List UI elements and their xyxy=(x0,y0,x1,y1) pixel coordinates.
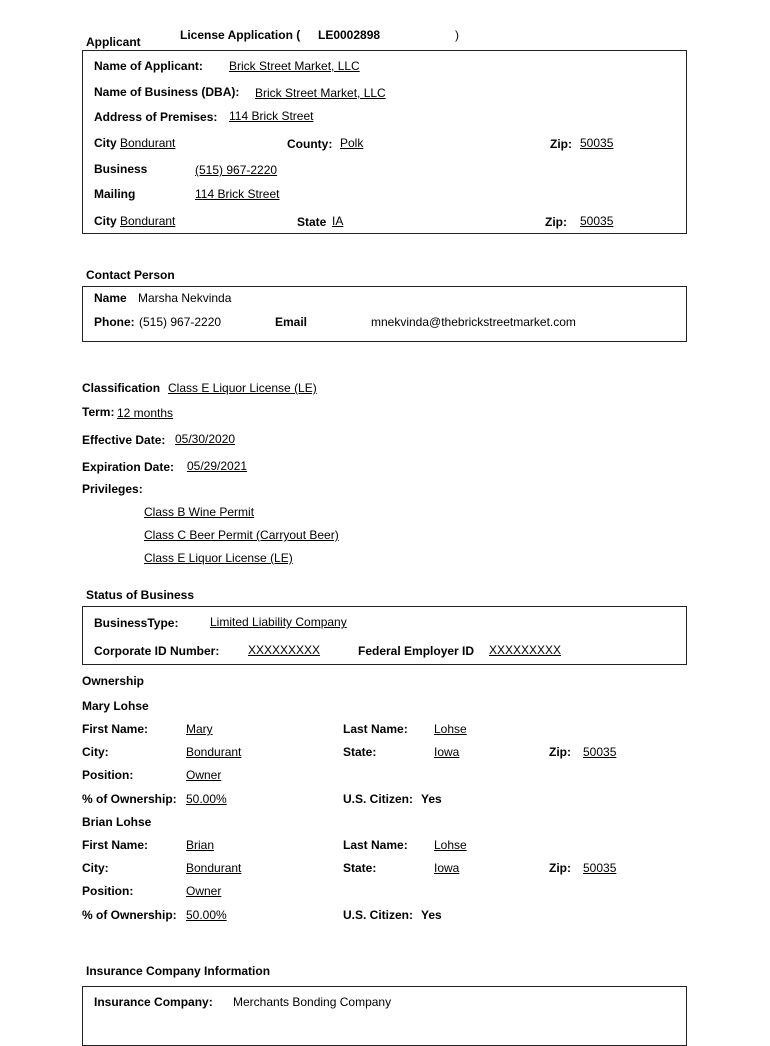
state-label: State xyxy=(297,215,327,229)
classification-label: Classification xyxy=(82,381,161,395)
applicant-name-label: Name of Applicant: xyxy=(94,59,203,73)
owner-zip-label: Zip: xyxy=(549,861,571,875)
applicant-section-title: Applicant xyxy=(86,35,141,49)
insurance-company-label: Insurance Company: xyxy=(94,995,213,1009)
owner-city-label: City: xyxy=(82,861,109,875)
expiration-date-value: 05/29/2021 xyxy=(187,459,248,473)
owner-zip-value: 50035 xyxy=(583,861,617,875)
contact-section-title: Contact Person xyxy=(86,268,175,282)
owner-state-label: State: xyxy=(343,745,377,759)
effective-date-value: 05/30/2020 xyxy=(175,432,236,446)
mail-zip-value: 50035 xyxy=(580,214,614,228)
owner-first-name-label: First Name: xyxy=(82,722,149,736)
owner-last-name-value: Lohse xyxy=(434,838,467,852)
zip-label: Zip: xyxy=(550,137,572,151)
address-value: 114 Brick Street xyxy=(229,109,314,123)
fein-value: XXXXXXXXX xyxy=(489,643,562,657)
owner-position-label: Position: xyxy=(82,884,134,898)
owner-position-label: Position: xyxy=(82,768,134,782)
owner-city-value: Bondurant xyxy=(186,745,242,759)
city-label: City xyxy=(94,136,117,150)
owner-first-name-value: Brian xyxy=(186,838,215,852)
mail-city-value: Bondurant xyxy=(120,214,176,228)
owner-last-name-value: Lohse xyxy=(434,722,467,736)
privilege-item: Class B Wine Permit xyxy=(144,505,255,519)
owner-citizen-value: Yes xyxy=(421,792,442,806)
owner-state-label: State: xyxy=(343,861,377,875)
contact-email-label: Email xyxy=(275,315,308,329)
owner-first-name-value: Mary xyxy=(186,722,213,736)
term-value: 12 months xyxy=(117,406,174,420)
address-label: Address of Premises: xyxy=(94,110,218,124)
classification-value: Class E Liquor License (LE) xyxy=(168,381,317,395)
corp-id-label: Corporate ID Number: xyxy=(94,644,220,658)
insurance-company-value: Merchants Bonding Company xyxy=(233,995,392,1009)
term-label: Term: xyxy=(82,405,115,419)
owner-first-name-label: First Name: xyxy=(82,838,149,852)
license-title: License Application ( xyxy=(180,28,301,42)
owner-citizen-value: Yes xyxy=(421,908,442,922)
contact-name-value: Marsha Nekvinda xyxy=(138,291,232,305)
owner-zip-label: Zip: xyxy=(549,745,571,759)
owner-pct-value: 50.00% xyxy=(186,792,227,806)
owner-state-value: Iowa xyxy=(434,861,460,875)
owner-state-value: Iowa xyxy=(434,745,460,759)
business-phone-value: (515) 967-2220 xyxy=(195,163,278,177)
dba-label: Name of Business (DBA): xyxy=(94,85,240,99)
ownership-section-title: Ownership xyxy=(82,674,145,688)
zip-value: 50035 xyxy=(580,136,614,150)
corp-id-value: XXXXXXXXX xyxy=(248,643,321,657)
owner-position-value: Owner xyxy=(186,768,222,782)
contact-phone-value: (515) 967-2220 xyxy=(139,315,222,329)
insurance-box-clip xyxy=(82,986,688,1009)
owner-zip-value: 50035 xyxy=(583,745,617,759)
privilege-item: Class E Liquor License (LE) xyxy=(144,551,293,565)
owner-pct-value: 50.00% xyxy=(186,908,227,922)
license-number: LE0002898 xyxy=(318,28,381,42)
status-section-title: Status of Business xyxy=(86,588,195,602)
license-title-close: ) xyxy=(455,28,459,42)
mail-zip-label: Zip: xyxy=(545,215,567,229)
applicant-name-value: Brick Street Market, LLC xyxy=(229,59,360,73)
owner-full-name: Brian Lohse xyxy=(82,815,152,829)
city-value: Bondurant xyxy=(120,136,176,150)
mailing-label: Mailing xyxy=(94,187,136,201)
expiration-date-label: Expiration Date: xyxy=(82,460,175,474)
owner-pct-label: % of Ownership: xyxy=(82,908,177,922)
effective-date-label: Effective Date: xyxy=(82,433,166,447)
business-type-value: Limited Liability Company xyxy=(210,615,347,629)
owner-last-name-label: Last Name: xyxy=(343,722,408,736)
state-value: IA xyxy=(332,214,344,228)
owner-pct-label: % of Ownership: xyxy=(82,792,177,806)
owner-last-name-label: Last Name: xyxy=(343,838,408,852)
owner-citizen-label: U.S. Citizen: xyxy=(343,908,414,922)
contact-name-label: Name xyxy=(94,291,127,305)
contact-phone-label: Phone: xyxy=(94,315,135,329)
owner-city-label: City: xyxy=(82,745,109,759)
mail-city-label: City xyxy=(94,214,117,228)
privilege-item: Class C Beer Permit (Carryout Beer) xyxy=(144,528,339,542)
owner-full-name: Mary Lohse xyxy=(82,699,149,713)
privileges-label: Privileges: xyxy=(82,482,143,496)
owner-position-value: Owner xyxy=(186,884,222,898)
insurance-section-title: Insurance Company Information xyxy=(86,964,271,978)
county-value: Polk xyxy=(340,136,364,150)
business-type-label: BusinessType: xyxy=(94,616,179,630)
county-label: County: xyxy=(287,137,333,151)
owner-city-value: Bondurant xyxy=(186,861,242,875)
dba-value: Brick Street Market, LLC xyxy=(255,86,386,100)
fein-label: Federal Employer ID xyxy=(358,644,475,658)
mailing-value: 114 Brick Street xyxy=(195,187,280,201)
contact-email-value: mnekvinda@thebrickstreetmarket.com xyxy=(371,315,576,329)
business-phone-label: Business xyxy=(94,162,148,176)
owner-citizen-label: U.S. Citizen: xyxy=(343,792,414,806)
